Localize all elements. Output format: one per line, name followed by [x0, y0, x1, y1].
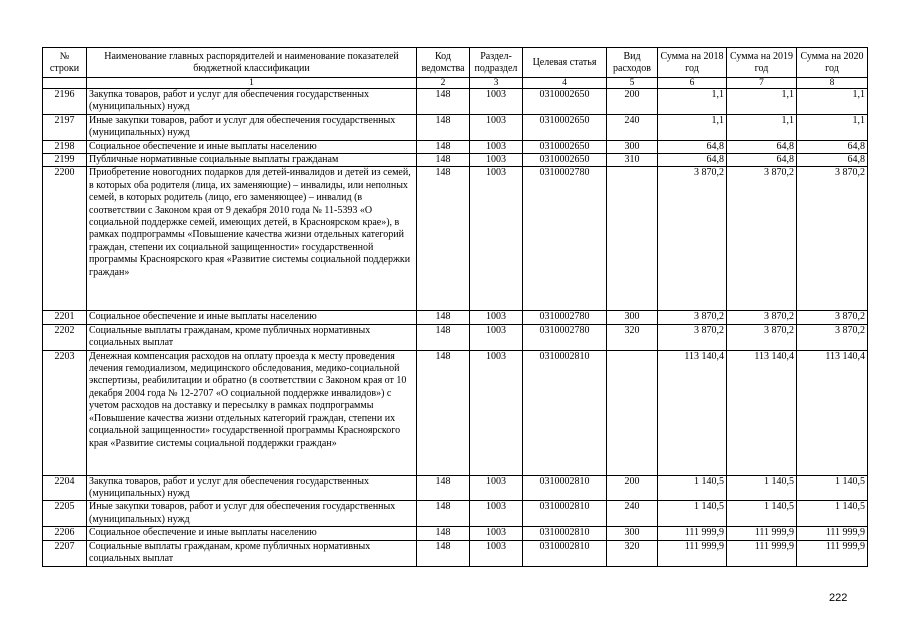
row-name: Социальные выплаты гражданам, кроме публичных нормативных социальных выплат: [87, 540, 417, 566]
sum-2018: 3 870,2: [658, 324, 727, 350]
expense-type: [607, 167, 658, 311]
row-number: 2200: [43, 167, 87, 311]
header-expense-type: Вид расходов: [607, 48, 658, 78]
sum-2019: 64,8: [727, 154, 797, 167]
row-name: Иные закупки товаров, работ и услуг для обеспечения государственных (муниципальных) нужд: [87, 114, 417, 140]
sum-2019: 3 870,2: [727, 167, 797, 311]
target-article: 0310002810: [523, 350, 607, 475]
table-row: [43, 527, 868, 540]
department-code: 148: [417, 89, 470, 115]
target-article: 0310002810: [523, 540, 607, 566]
table-row: [43, 540, 868, 566]
department-code: 148: [417, 167, 470, 311]
sum-2020: 1,1: [797, 114, 868, 140]
sum-2019: 111 999,9: [727, 527, 797, 540]
row-number: 2202: [43, 324, 87, 350]
sum-2018: 3 870,2: [658, 311, 727, 324]
expense-type: 300: [607, 527, 658, 540]
sum-2020: 64,8: [797, 140, 868, 153]
sum-2020: 111 999,9: [797, 540, 868, 566]
column-number: [43, 78, 87, 89]
department-code: 148: [417, 475, 470, 501]
column-number: 6: [658, 78, 727, 89]
sum-2020: 64,8: [797, 154, 868, 167]
column-number: 1: [87, 78, 417, 89]
row-name: Социальное обеспечение и иные выплаты населению: [87, 527, 417, 540]
row-name: Социальные выплаты гражданам, кроме публичных нормативных социальных выплат: [87, 324, 417, 350]
table-row: [43, 140, 868, 153]
expense-type: 200: [607, 475, 658, 501]
column-number: 8: [797, 78, 868, 89]
column-number: 4: [523, 78, 607, 89]
department-code: 148: [417, 311, 470, 324]
department-code: 148: [417, 527, 470, 540]
expense-type: 300: [607, 311, 658, 324]
column-number: 3: [470, 78, 523, 89]
table-row: [43, 114, 868, 140]
expense-type: 300: [607, 140, 658, 153]
target-article: 0310002810: [523, 475, 607, 501]
header-section: Раздел-подраздел: [470, 48, 523, 78]
sum-2019: 1,1: [727, 89, 797, 115]
sum-2020: 3 870,2: [797, 167, 868, 311]
target-article: 0310002650: [523, 89, 607, 115]
sum-2020: 1 140,5: [797, 475, 868, 501]
table-row: [43, 475, 868, 501]
department-code: 148: [417, 501, 470, 527]
row-number: 2197: [43, 114, 87, 140]
row-number: 2199: [43, 154, 87, 167]
department-code: 148: [417, 540, 470, 566]
sum-2019: 3 870,2: [727, 324, 797, 350]
target-article: 0310002780: [523, 311, 607, 324]
row-number: 2207: [43, 540, 87, 566]
sum-2018: 1 140,5: [658, 501, 727, 527]
expense-type: [607, 350, 658, 475]
column-number-row: [43, 78, 868, 89]
row-number: 2205: [43, 501, 87, 527]
table-row: [43, 311, 868, 324]
row-name: Социальное обеспечение и иные выплаты населению: [87, 140, 417, 153]
sum-2019: 3 870,2: [727, 311, 797, 324]
sum-2019: 111 999,9: [727, 540, 797, 566]
table-body: [43, 89, 868, 567]
sum-2020: 1 140,5: [797, 501, 868, 527]
section-code: 1003: [470, 540, 523, 566]
expense-type: 310: [607, 154, 658, 167]
section-code: 1003: [470, 114, 523, 140]
expense-type: 240: [607, 114, 658, 140]
expense-type: 240: [607, 501, 658, 527]
header-sum-2020: Сумма на 2020 год: [797, 48, 868, 78]
row-number: 2198: [43, 140, 87, 153]
page-number: 222: [829, 592, 848, 604]
table-row: [43, 89, 868, 115]
section-code: 1003: [470, 311, 523, 324]
section-code: 1003: [470, 324, 523, 350]
section-code: 1003: [470, 475, 523, 501]
sum-2020: 113 140,4: [797, 350, 868, 475]
table-row: [43, 324, 868, 350]
sum-2019: 1 140,5: [727, 501, 797, 527]
expense-type: 320: [607, 540, 658, 566]
budget-table: [42, 47, 868, 567]
department-code: 148: [417, 154, 470, 167]
target-article: 0310002650: [523, 114, 607, 140]
row-name: Денежная компенсация расходов на оплату проезда к месту проведения лечения гемодиализом, медицинского обследования, медико-социальной экспертизы, реабилитации и обратно (в соответствии с Законом края от 10 декабря 2004 года № 12-2707 «О социальной поддержке инвалидов») с учетом расходов на доставку и пересылку в рамках подпрограммы «Повышение качества жизни отдельных категорий граждан, степени их социальной защищенности» государственной программы Красноярского края «Развитие системы социальной поддержки граждан»: [87, 350, 417, 475]
sum-2020: 1,1: [797, 89, 868, 115]
department-code: 148: [417, 324, 470, 350]
table-row: [43, 154, 868, 167]
header-name: Наименование главных распорядителей и наименование показателей бюджетной классификации: [87, 48, 417, 78]
sum-2019: 1,1: [727, 114, 797, 140]
sum-2018: 64,8: [658, 140, 727, 153]
section-code: 1003: [470, 167, 523, 311]
target-article: 0310002650: [523, 140, 607, 153]
column-number: 2: [417, 78, 470, 89]
expense-type: 200: [607, 89, 658, 115]
sum-2020: 3 870,2: [797, 324, 868, 350]
row-number: 2201: [43, 311, 87, 324]
header-target-article: Целевая статья: [523, 48, 607, 78]
table-row: [43, 501, 868, 527]
department-code: 148: [417, 350, 470, 475]
section-code: 1003: [470, 527, 523, 540]
expense-type: 320: [607, 324, 658, 350]
department-code: 148: [417, 140, 470, 153]
sum-2019: 113 140,4: [727, 350, 797, 475]
table-row: [43, 350, 868, 475]
sum-2019: 64,8: [727, 140, 797, 153]
header-sum-2018: Сумма на 2018 год: [658, 48, 727, 78]
row-number: 2204: [43, 475, 87, 501]
row-name: Приобретение новогодних подарков для детей-инвалидов и детей из семей, в которых оба родителя (лица, их заменяющие) – инвалиды, или неполных семей, в которых родитель (лицо, его заменяющее) – инвалид (в соответствии с Законом края от 9 декабря 2010 года № 11-5393 «О социальной поддержке семей, имеющих детей, в Красноярском крае»), в рамках подпрограммы «Повышение качества жизни отдельных категорий граждан, степени их социальной защищенности» государственной программы Красноярского края «Развитие системы социальной поддержки граждан»: [87, 167, 417, 311]
sum-2018: 1 140,5: [658, 475, 727, 501]
section-code: 1003: [470, 154, 523, 167]
target-article: 0310002810: [523, 501, 607, 527]
row-name: Публичные нормативные социальные выплаты гражданам: [87, 154, 417, 167]
section-code: 1003: [470, 350, 523, 475]
row-number: 2203: [43, 350, 87, 475]
sum-2018: 64,8: [658, 154, 727, 167]
row-number: 2196: [43, 89, 87, 115]
sum-2020: 111 999,9: [797, 527, 868, 540]
sum-2018: 1,1: [658, 114, 727, 140]
sum-2018: 111 999,9: [658, 540, 727, 566]
row-name: Закупка товаров, работ и услуг для обеспечения государственных (муниципальных) нужд: [87, 89, 417, 115]
column-number: 5: [607, 78, 658, 89]
sum-2018: 1,1: [658, 89, 727, 115]
header-sum-2019: Сумма на 2019 год: [727, 48, 797, 78]
target-article: 0310002780: [523, 167, 607, 311]
section-code: 1003: [470, 89, 523, 115]
row-name: Социальное обеспечение и иные выплаты населению: [87, 311, 417, 324]
target-article: 0310002650: [523, 154, 607, 167]
header-row-number: № строки: [43, 48, 87, 78]
sum-2018: 3 870,2: [658, 167, 727, 311]
row-name: Иные закупки товаров, работ и услуг для обеспечения государственных (муниципальных) нужд: [87, 501, 417, 527]
sum-2019: 1 140,5: [727, 475, 797, 501]
target-article: 0310002810: [523, 527, 607, 540]
header-department-code: Код ведомства: [417, 48, 470, 78]
section-code: 1003: [470, 140, 523, 153]
table-row: [43, 167, 868, 311]
row-name: Закупка товаров, работ и услуг для обеспечения государственных (муниципальных) нужд: [87, 475, 417, 501]
column-number: 7: [727, 78, 797, 89]
department-code: 148: [417, 114, 470, 140]
table-header-row: [43, 48, 868, 78]
sum-2018: 111 999,9: [658, 527, 727, 540]
sum-2018: 113 140,4: [658, 350, 727, 475]
target-article: 0310002780: [523, 324, 607, 350]
section-code: 1003: [470, 501, 523, 527]
row-number: 2206: [43, 527, 87, 540]
sum-2020: 3 870,2: [797, 311, 868, 324]
